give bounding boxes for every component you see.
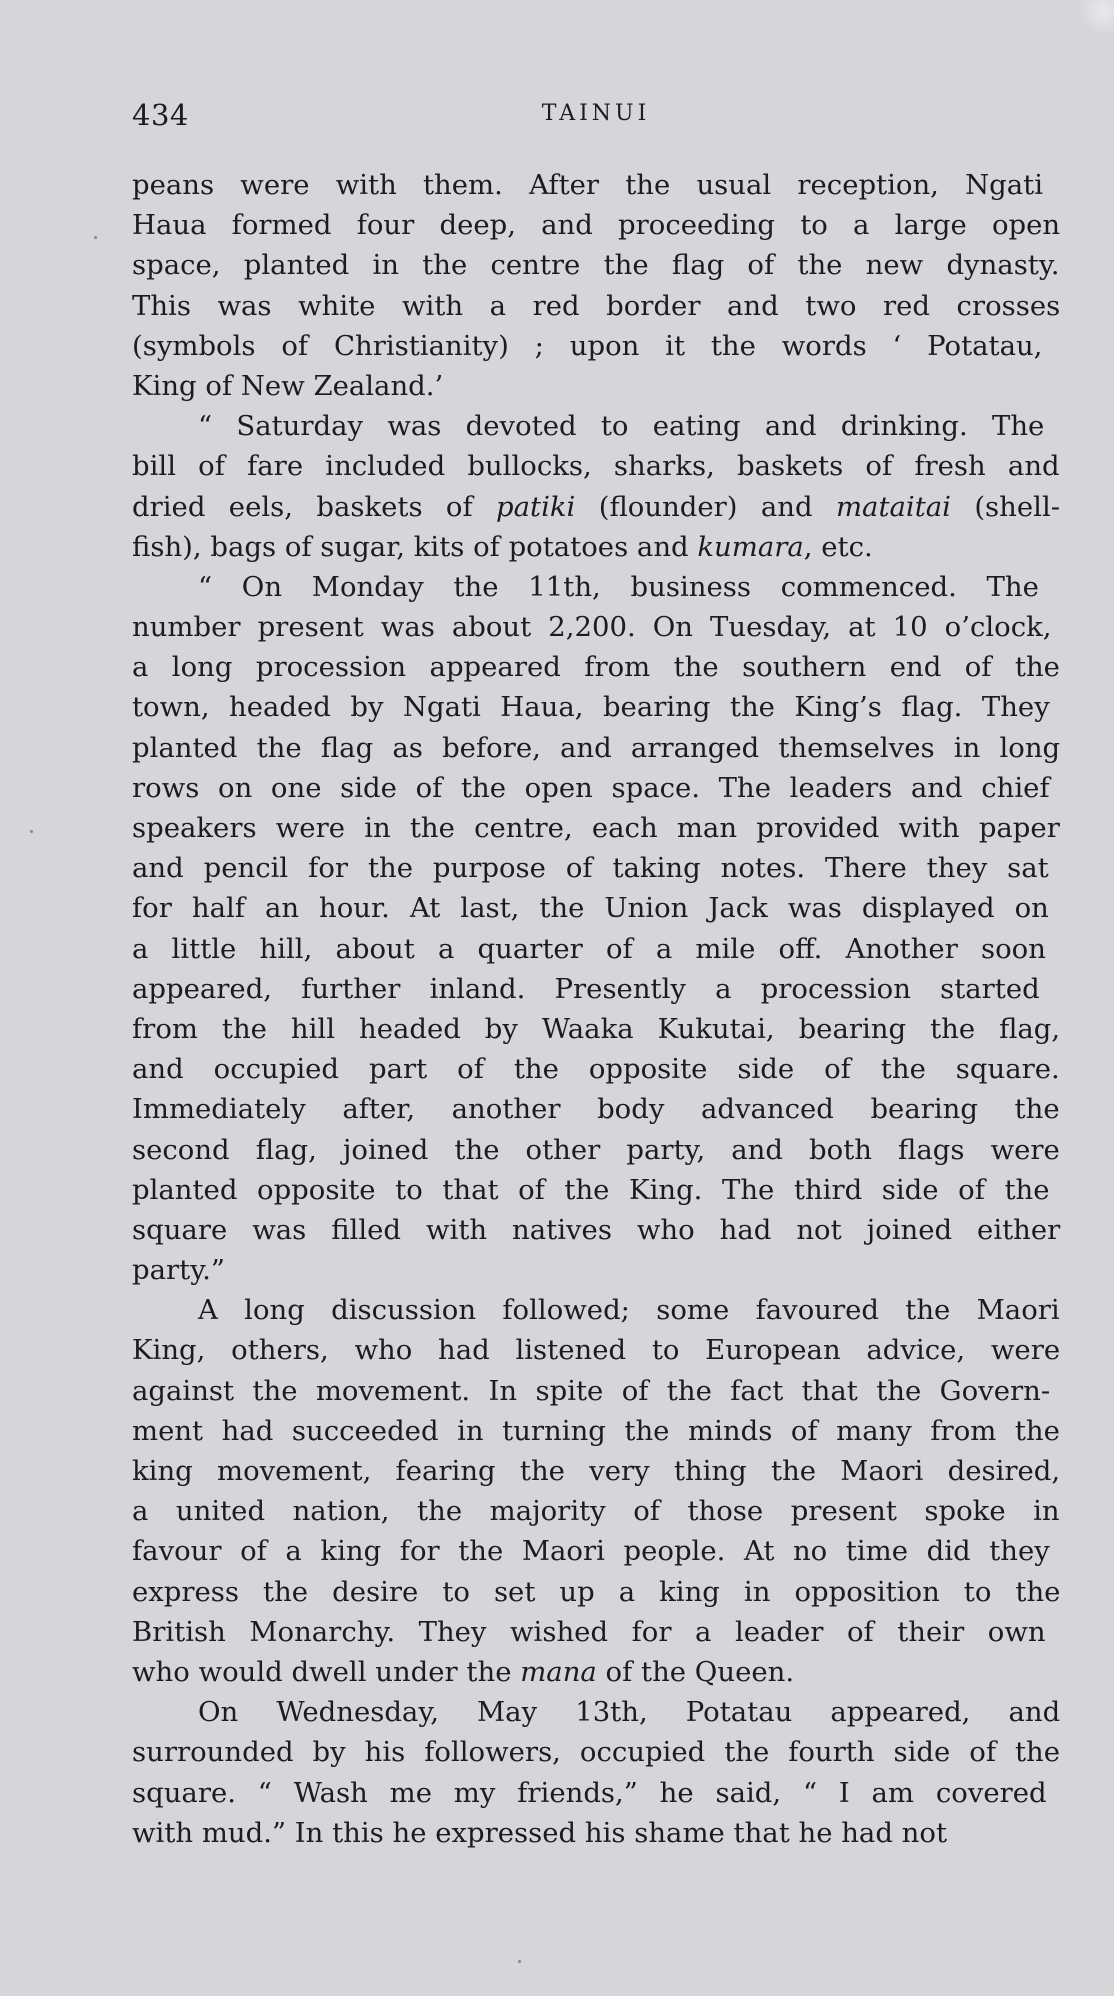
body-text (132, 165, 1060, 1853)
page-header (132, 98, 1060, 138)
text-line: second flag, joined the other party, and both flags were (132, 1133, 1060, 1166)
text-line: appeared, further inland. Presently a procession started (132, 972, 1040, 1005)
text-line: King, others, who had listened to European advice, were (132, 1334, 1061, 1367)
text-line: and pencil for the purpose of taking notes. There they sat (132, 852, 1049, 885)
text-line: speakers were in the centre, each man provided with paper (132, 812, 1060, 844)
text-line: “ Saturday was devoted to eating and drinking. The (198, 410, 1045, 443)
text-line: square was filled with natives who had not joined either (132, 1213, 1061, 1246)
text-line: This was white with a red border and two red crosses (132, 289, 1061, 322)
text-line: square. “ Wash me my friends,” he said, “ I am covered (132, 1776, 1047, 1809)
text-line: who would dwell under the mana of the Queen. (132, 1655, 795, 1688)
paragraph (132, 567, 1060, 1290)
text-line: with mud.” In this he expressed his shame that he had not (132, 1816, 947, 1849)
text-line: planted opposite to that of the King. The third side of the (132, 1173, 1050, 1206)
text-line: and occupied part of the opposite side of the square. (132, 1053, 1060, 1086)
text-line: Immediately after, another body advanced bearing the (132, 1093, 1060, 1126)
text-line: space, planted in the centre the flag of the new dynasty. (132, 249, 1060, 282)
text-line: king movement, fearing the very thing the Maori desired, (132, 1455, 1061, 1487)
text-line: against the movement. In spite of the fact that the Govern- (132, 1374, 1051, 1407)
page-number: 434 (132, 98, 189, 132)
text-line: On Wednesday, May 13th, Potatau appeared, and (198, 1696, 1061, 1729)
text-line: favour of a king for the Maori people. At no time did they (132, 1535, 1050, 1568)
text-line: peans were with them. After the usual reception, Ngati (132, 169, 1044, 201)
text-line: a little hill, about a quarter of a mile off. Another soon (132, 932, 1046, 965)
text-line: Haua formed four deep, and proceeding to a large open (132, 209, 1061, 242)
page-corner-mark (1078, 0, 1114, 36)
paragraph (132, 1692, 1060, 1853)
paragraph (132, 165, 1060, 406)
paper-speck (518, 1960, 521, 1963)
text-line: ment had succeeded in turning the minds of many from the (132, 1414, 1060, 1447)
paragraph (132, 1290, 1060, 1692)
text-line: (symbols of Christianity) ; upon it the words ‘ Potatau, (132, 329, 1043, 362)
text-line: surrounded by his followers, occupied the fourth side of the (132, 1736, 1060, 1769)
text-line: rows on one side of the open space. The leaders and chief (132, 771, 1050, 804)
text-line: British Monarchy. They wished for a leader of their own (132, 1615, 1046, 1648)
text-line: for half an hour. At last, the Union Jack was displayed on (132, 892, 1049, 925)
paragraph (132, 406, 1060, 567)
text-line: town, headed by Ngati Haua, bearing the King’s flag. They (132, 691, 1050, 724)
text-line: “ On Monday the 11th, business commenced. The (198, 570, 1039, 603)
text-line: a long procession appeared from the southern end of the (132, 651, 1060, 684)
text-line: bill of fare included bullocks, sharks, baskets of fresh and (132, 450, 1060, 483)
text-line: A long discussion followed; some favoured the Maori (198, 1294, 1060, 1327)
text-line: party.” (132, 1254, 225, 1287)
text-line: number present was about 2,200. On Tuesday, at 10 o’clock, (132, 611, 1052, 644)
text-line: planted the flag as before, and arranged themselves in long (132, 731, 1061, 764)
running-title: TAINUI (541, 101, 651, 126)
paper-speck (30, 830, 33, 833)
text-line: King of New Zealand.’ (132, 369, 444, 402)
text-line: a united nation, the majority of those present spoke in (132, 1495, 1060, 1528)
text-line: from the hill headed by Waaka Kukutai, bearing the flag, (132, 1012, 1061, 1045)
paper-speck (94, 236, 97, 239)
text-line: dried eels, baskets of patiki (flounder) and mataitai (shell- (132, 490, 1061, 523)
text-line: express the desire to set up a king in opposition to the (132, 1575, 1061, 1608)
text-line: fish), bags of sugar, kits of potatoes and kumara, etc. (132, 530, 873, 563)
